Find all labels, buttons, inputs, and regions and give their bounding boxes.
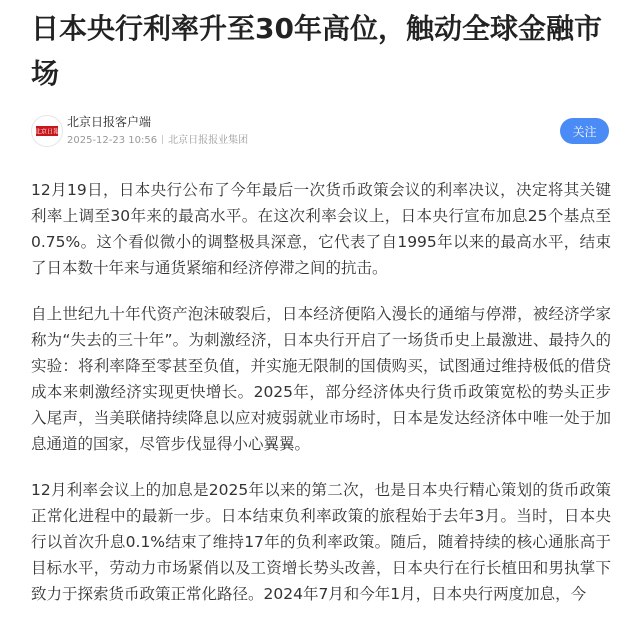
post-meta xyxy=(67,134,248,148)
article-paragraph: 12月19日，日本央行公布了今年最后一次货币政策会议的利率决议，决定将其关键利率上调至30年来的最高水平。在这次利率会议上，日本央行宣布加息25个基点至0.75%。这个看似微小的调整极具深意，它代表了自1995年以来的最高水平，结束了日本数十年来与通货紧缩和经济停滞之间的抗击。 xyxy=(31,181,611,277)
post-timestamp: 2025-12-23 10:56 xyxy=(67,135,158,146)
article-body xyxy=(31,177,611,627)
article-paragraph: 12月利率会议上的加息是2025年以来的第二次，也是日本央行精心策划的货币政策正常化进程中的最新一步。日本结束负利率政策的旅程始于去年3月。当时，日本央行以首次升息0.1%结束了维持17年的负利率政策。随后，随着持续的核心通胀高于目标水平，劳动力市场紧俏以及工资增长势头改善，日本央行在行长植田和男执掌下致力于探索货币政策正常化路径。2024年7月和今年1月，日本央行两度加息，今 xyxy=(31,481,611,603)
follow-button[interactable]: 关注 xyxy=(560,118,609,144)
beijing-daily-logo-icon xyxy=(32,116,62,146)
post-source: 北京日报报业集团 xyxy=(168,135,249,146)
meta-divider xyxy=(162,135,163,144)
article-title: 日本央行利率升至30年高位，触动全球金融市场 xyxy=(31,12,602,90)
logo-text: 北京日報 xyxy=(34,128,60,136)
author-avatar[interactable] xyxy=(31,115,63,147)
article-paragraph: 自上世纪九十年代资产泡沫破裂后，日本经济便陷入漫长的通缩与停滞，被经济学家称为“失去的三十年”。为刺激经济，日本央行开启了一场货币史上最激进、最持久的实验：将利率降至零甚至负值，并实施无限制的国债购买，试图通过维持极低的借贷成本来刺激经济实现更快增长。2025年，部分经济体央行货币政策宽松的势头正步入尾声，当美联储持续降息以应对疲弱就业市场时，日本是发达经济体中唯一处于加息通道的国家，尽管步伐显得小心翼翼。 xyxy=(31,305,611,453)
author-bar xyxy=(31,113,609,149)
author-name[interactable]: 北京日报客户端 xyxy=(67,115,152,129)
